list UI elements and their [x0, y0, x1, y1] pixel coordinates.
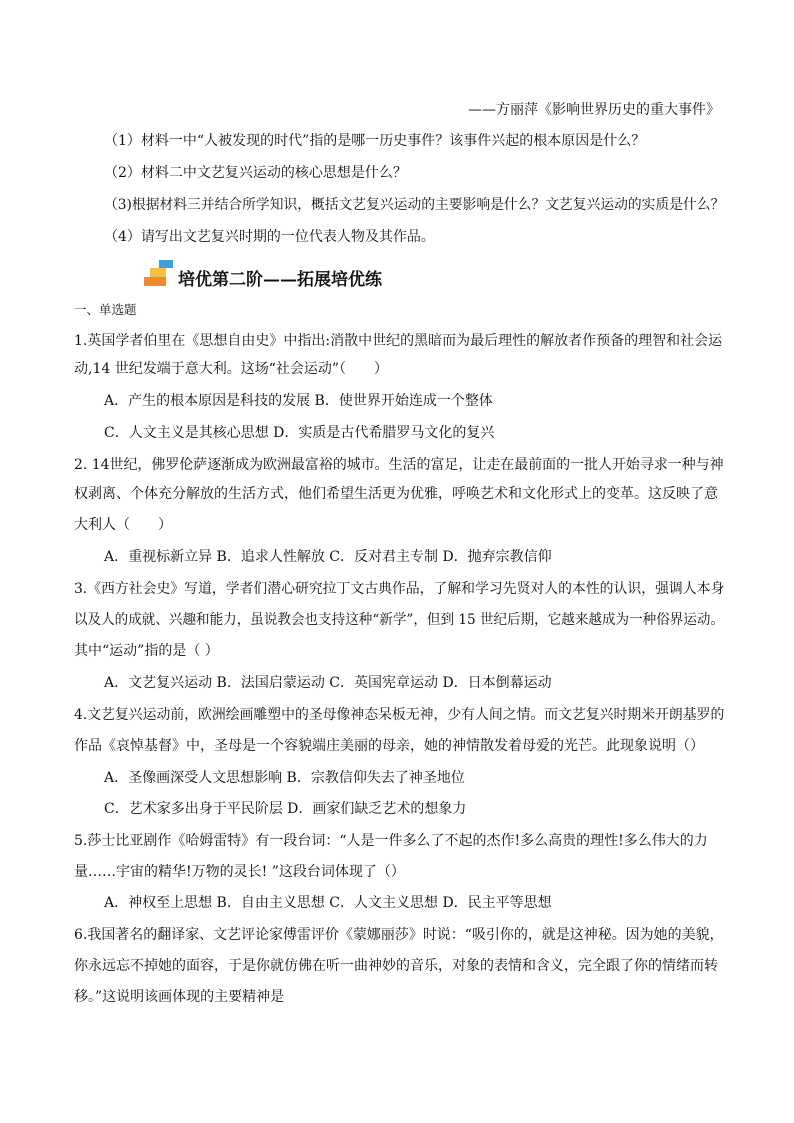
section-heading — [144, 260, 444, 290]
item-1-options-2: C．人文主义是其核心思想 D．实质是古代希腊罗马文化的复兴 — [104, 425, 495, 441]
question-3: （3)根据材料三并结合所学知识，概括文艺复兴运动的主要影响是什么？文艺复兴运动的实质是什么？ — [104, 197, 725, 213]
item-6-line-3: 移。”这说明该画体现的主要精神是 — [74, 989, 285, 1005]
item-5-line-1: 5.莎士比亚剧作《哈姆雷特》有一段台词：“人是一件多么了不起的杰作!多么高贵的理性!多么伟大的力 — [74, 833, 708, 849]
item-4-options-1: A．圣像画深受人文思想影响 B．宗教信仰失去了神圣地位 — [104, 770, 465, 786]
item-6-line-2: 你永远忘不掉她的面容，于是你就仿佛在听一曲神妙的音乐，对象的表情和含义，完全跟了你的情绪而转 — [74, 958, 718, 974]
source-attribution: ——方丽萍《影响世界历史的重大事件》 — [468, 102, 720, 118]
stair-blocks-icon — [144, 260, 178, 290]
item-2-options: A．重视标新立异 B．追求人性解放 C．反对君主专制 D．抛弃宗教信仰 — [104, 549, 552, 565]
section-label: 一、单选题 — [74, 302, 137, 317]
item-2-line-1: 2. 14世纪，佛罗伦萨逐渐成为欧洲最富裕的城市。生活的富足，让走在最前面的一批人开始寻求一种与神 — [74, 457, 724, 473]
item-1-line-1: 1.英国学者伯里在《思想自由史》中指出:消散中世纪的黑暗而为最后理性的解放者作预备的理智和社会运 — [74, 333, 723, 349]
question-1: （1）材料一中“人被发现的时代”指的是哪一历史事件？该事件兴起的根本原因是什么？ — [104, 133, 646, 149]
item-3-line-2: 以及人的成就、兴趣和能力，虽说教会也支持这种“新学”，但到 15 世纪后期，它越来越成为一种俗界运动。 — [74, 612, 725, 628]
item-3-options: A．文艺复兴运动 B．法国启蒙运动 C．英国宪章运动 D．日本倒幕运动 — [104, 675, 552, 691]
item-4-line-1: 4.文艺复兴运动前，欧洲绘画雕塑中的圣母像神态呆板无神，少有人间之情。而文艺复兴时期米开朗基罗的 — [74, 707, 725, 723]
heading-text: 培优第二阶——拓展培优练 — [178, 270, 382, 290]
item-5-line-2: 量……宇宙的精华!万物的灵长! ”这段台词体现了（） — [74, 864, 405, 880]
item-6-line-1: 6.我国著名的翻译家、文艺评论家傅雷评价《蒙娜丽莎》时说：“吸引你的，就是这神秘。因为她的美貌， — [74, 927, 724, 943]
item-4-options-2: C．艺术家多出身于平民阶层 D．画家们缺乏艺术的想象力 — [104, 801, 467, 817]
item-3-line-1: 3.《西方社会史》写道，学者们潜心研究拉丁文古典作品，了解和学习先贤对人的本性的认识，强调人本身 — [74, 581, 725, 597]
question-2: （2）材料二中文艺复兴运动的核心思想是什么？ — [104, 165, 407, 181]
question-4: （4）请写出文艺复兴时期的一位代表人物及其作品。 — [104, 229, 435, 245]
item-5-options: A．神权至上思想 B．自由主义思想 C．人文主义思想 D．民主平等思想 — [104, 895, 552, 911]
item-1-line-2: 动,14 世纪发端于意大利。这场“社会运动”（ ） — [74, 361, 389, 377]
item-3-line-3: 其中“运动”指的是（ ） — [74, 643, 219, 659]
item-1-options-1: A．产生的根本原因是科技的发展 B．使世界开始连成一个整体 — [104, 393, 493, 409]
item-4-line-2: 作品《哀悼基督》中，圣母是一个容貌端庄美丽的母亲，她的神情散发着母爱的光芒。此现象说明（） — [74, 738, 704, 754]
item-2-line-2: 权剥离、个体充分解放的生活方式，他们希望生活更为优雅，呼唤艺术和文化形式上的变革。这反映了意 — [74, 486, 718, 502]
item-2-line-3: 大利人（ ） — [74, 517, 172, 533]
